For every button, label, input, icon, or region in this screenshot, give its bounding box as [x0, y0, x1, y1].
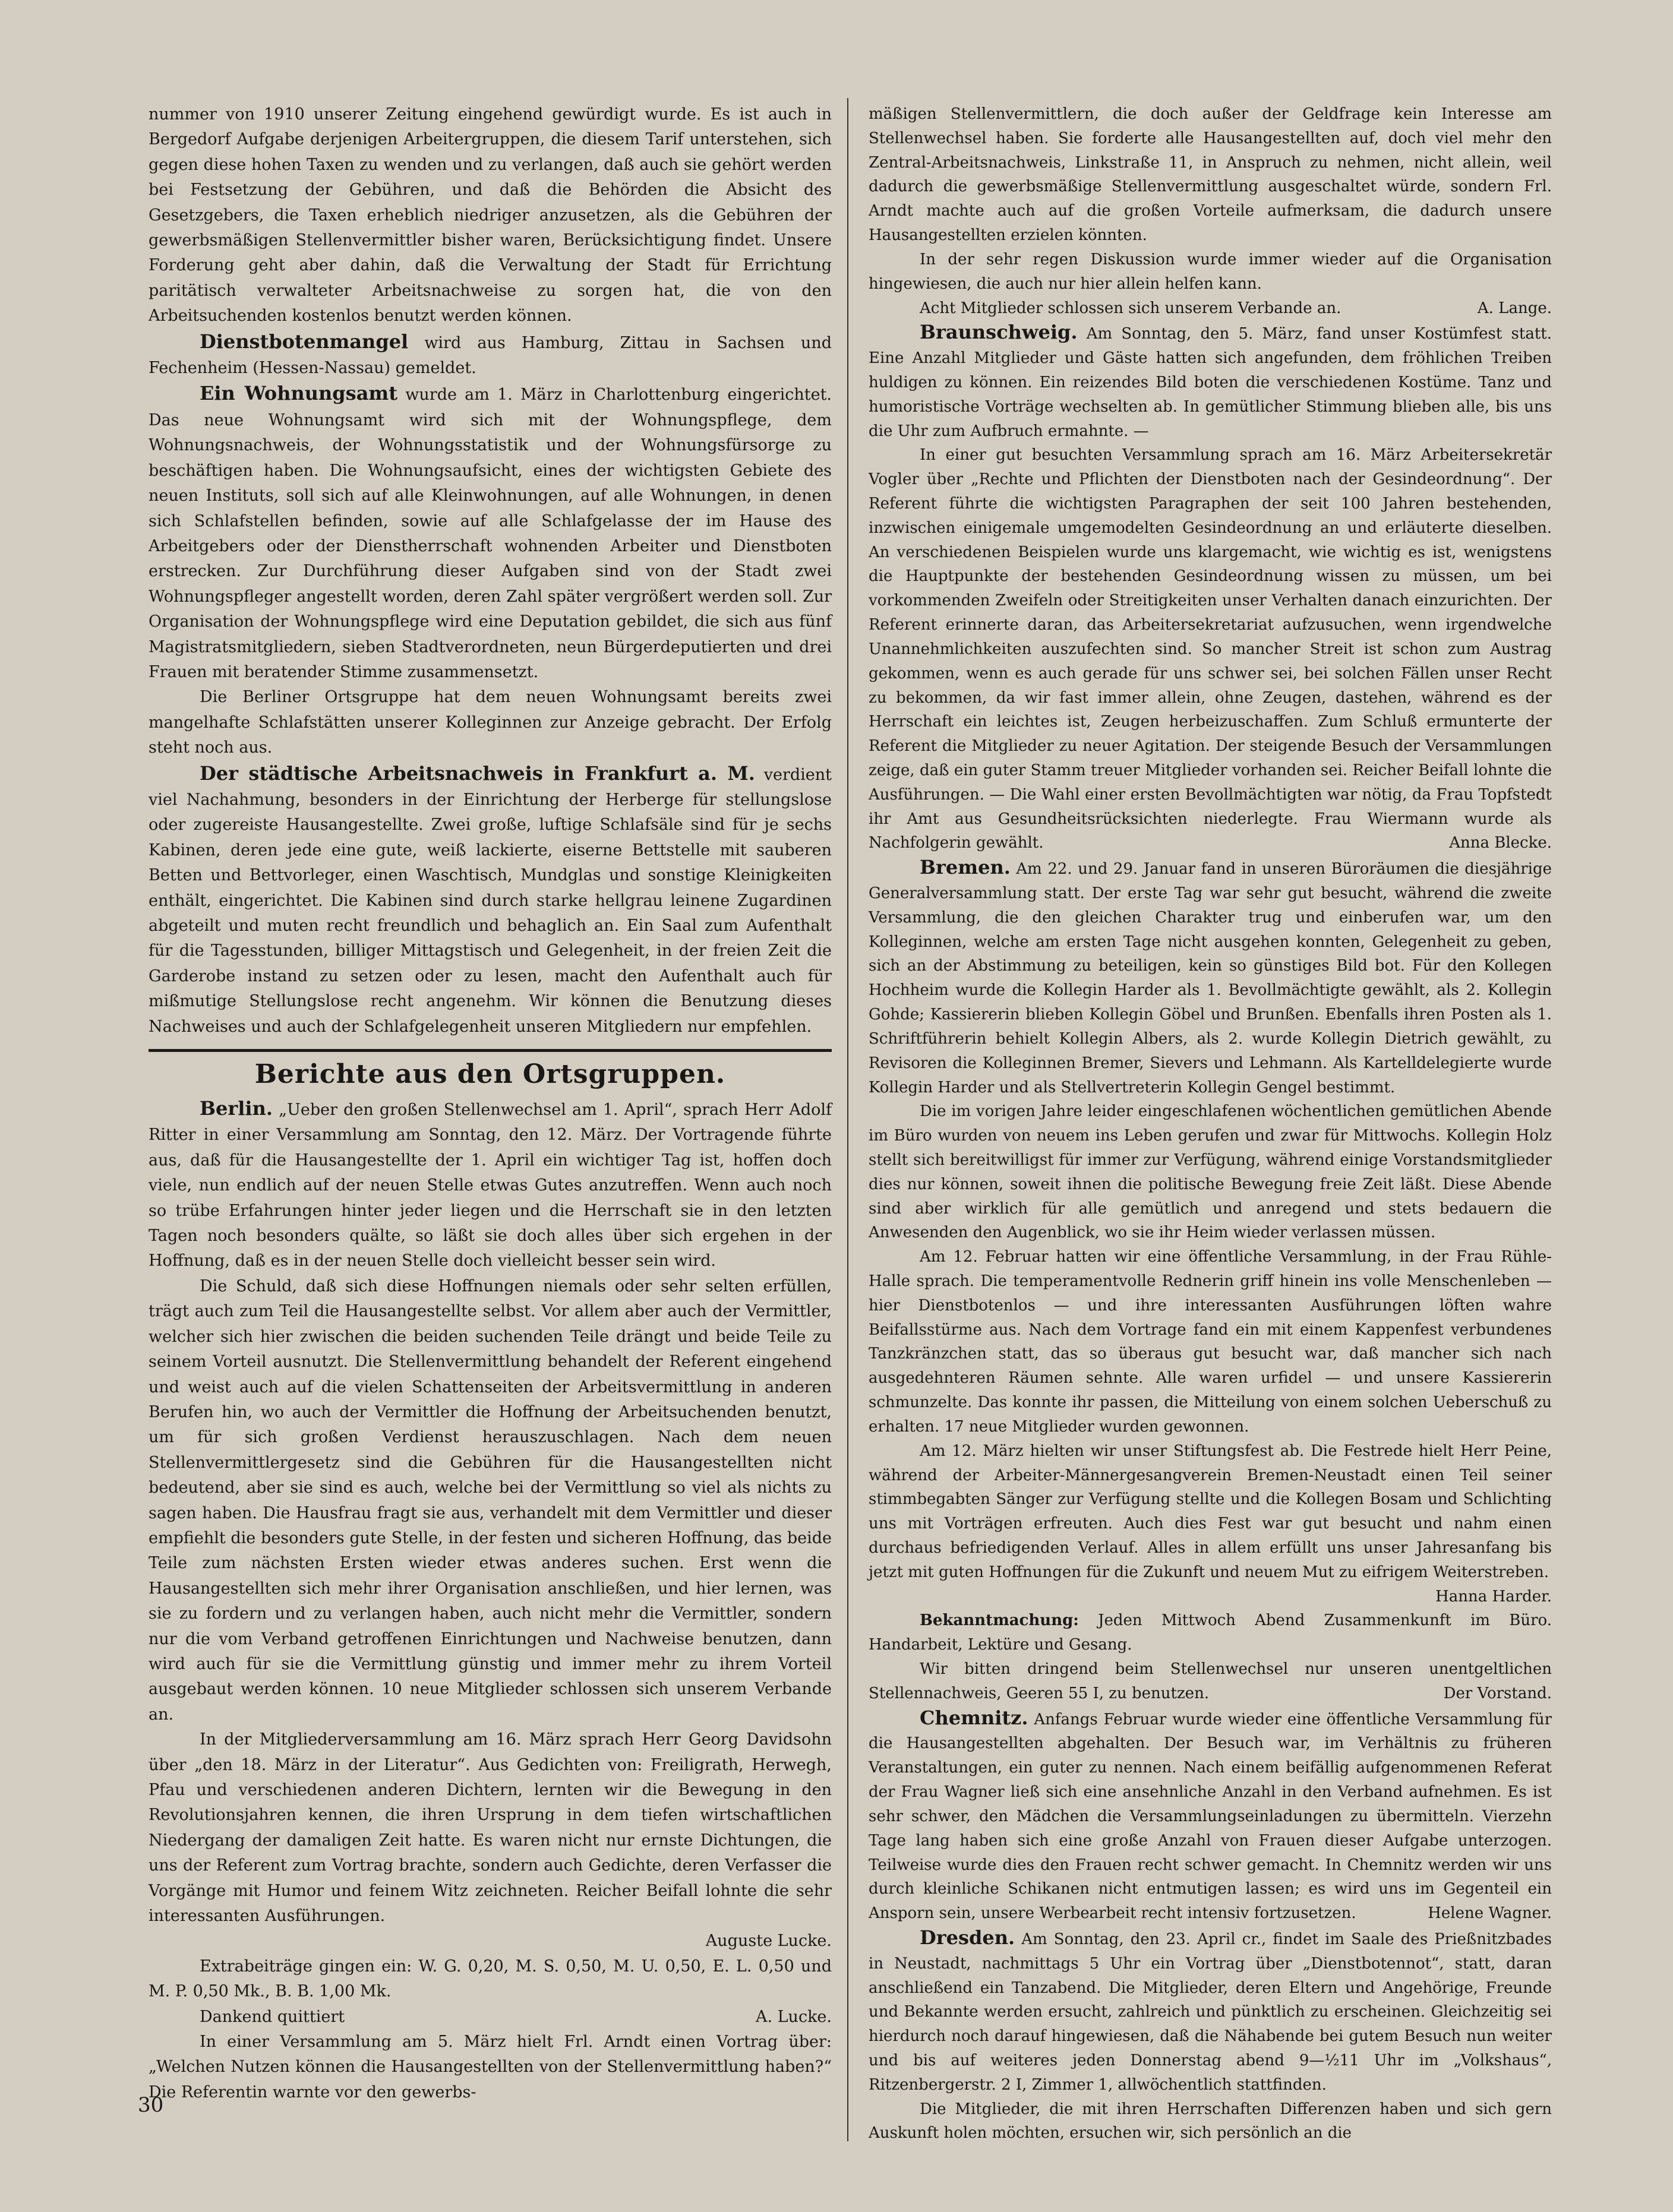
text-berlin-thanks: Dankend quittiert [200, 2007, 345, 2026]
text-right-3: Acht Mitglieder schlossen sich unserem Verbande an. [920, 299, 1341, 317]
paragraph-wohnungsamt [149, 381, 832, 685]
paragraph-braunschweig-2 [869, 443, 1552, 855]
text-dresden-1: Am Sonntag, den 23. April cr., findet im Saale des Prießnitzbades in Neustadt, nachmittags 5 Uhr ein Vortrag über „Dienstbotennot“, statt, daran anschließend ein Tanzabend. Die Mitglieder, deren Eltern und Angehörige, Freunde und Bekannte werden ersucht, zahlreich und pünktlich zu erscheinen. Gleichzeitig sei hierdurch noch darauf hingewiesen, daß die Nähabende bei gutem Besuch nun weiter und bis auf weiteres jeden Donnerstag abend 9—½11 Uhr im „Volkshaus“, Ritzenbergerstr. 2 I, Zimmer 1, allwöchentlich stattfinden. [869, 1930, 1552, 2094]
signature-harder: Hanna Harder. [1435, 1587, 1552, 1606]
signature-berlin-1: Auguste Lucke. [705, 1932, 832, 1951]
paragraph-berlin-thanks [149, 2005, 832, 2030]
paragraph-bremen-4: Am 12. März hielten wir unser Stiftungsfest ab. Die Festrede hielt Herr Peine, während der Arbeiter-Männergesangverein Bremen-Neustadt einen Teil seiner stimmbegabten Sänger zur Verfügung stellte und die Kollegen Bosam und Schlichting uns mit Vorträgen erfreuten. Auch dies Fest war gut besucht und nahm einen durchaus befriedigenden Verlauf. Alles in allem erfüllt uns unser Jahresanfang bis jetzt mit guten Hoffnungen für die Zukunft und neuem Mut zu eifrigem Weiterstreben. [869, 1442, 1552, 1581]
signature-vorstand: Der Vorstand. [1443, 1684, 1552, 1702]
right-column [869, 102, 1552, 2145]
text-chemnitz: Anfangs Februar wurde wieder eine öffentliche Versammlung für die Hausangestellten abgehalten. Der Besuch war, im Verhältnis zu früheren Veranstaltungen, ein guter zu nennen. Nach einem beifällig aufgenommenen Referat der Frau Wagner ließ sich eine ansehnliche Anzahl in den Verband aufnehmen. Es ist sehr schwer, den Mädchen die Versammlungseinladungen zu übermitteln. Vierzehn Tage lang haben sich eine große Anzahl von Frauen dieser Aufgabe unterzogen. Teilweise wurde dies den Frauen recht schwer gemacht. In Chemnitz werden wir uns durch kleinliche Schikanen nicht entmutigen lassen; es wird uns im Gegenteil ein Ansporn sein, unsere Werbearbeit recht intensiv fortzusetzen. [869, 1710, 1552, 1923]
text-dienstbotenmangel: wird aus Hamburg, Zittau in Sachsen und Fechenheim (Hessen-Nassau) gemeldet. [149, 333, 832, 378]
text-braunschweig-1: Am Sonntag, den 5. März, fand unser Kostümfest statt. Eine Anzahl Mitglieder und Gäste hatten sich angefunden, dem fröhlichen Treiben huldigen zu können. Ein reizendes Bild boten die verschiedenen Kostüme. Tanz und humoristische Vorträge wechselten ab. In gemütlicher Stimmung blieben alle, bis uns die Uhr zum Aufbruch ermahnte. — [869, 325, 1552, 440]
lead-dienstbotenmangel: Dienstbotenmangel [200, 330, 409, 353]
signature-wagner: Helene Wagner. [1428, 1904, 1552, 1923]
lead-wohnungsamt: Ein Wohnungsamt [200, 382, 398, 405]
lead-chemnitz: Chemnitz. [920, 1706, 1028, 1729]
paragraph-frankfurt [149, 761, 832, 1039]
paragraph-chemnitz [869, 1706, 1552, 1926]
paragraph-dresden-1 [869, 1926, 1552, 2097]
paragraph-braunschweig-1 [869, 320, 1552, 443]
paragraph-dienstbotenmangel [149, 329, 832, 381]
text-bremen-5: Wir bitten dringend beim Stellenwechsel nur unseren unentgeltlichen Stellennachweis, Geeren 55 I, zu benutzen. [869, 1660, 1552, 1702]
paragraph-bremen-1 [869, 855, 1552, 1099]
left-column [149, 102, 832, 2105]
lead-frankfurt: Der städtische Arbeitsnachweis in Frankfurt a. M. [200, 761, 755, 785]
paragraph-right-2: In der sehr regen Diskussion wurde immer wieder auf die Organisation hingewiesen, die auch nur hier allein helfen kann. [869, 250, 1552, 293]
section-title: Berichte aus den Ortsgruppen. [254, 1059, 726, 1090]
paragraph-berlin-4: Extrabeiträge gingen ein: W. G. 0,20, M. S. 0,50, M. U. 0,50, E. L. 0,50 und M. P. 0,50 Mk., B. B. 1,00 Mk. [149, 1957, 832, 2001]
paragraph-right-3 [869, 296, 1552, 321]
lead-bekanntmachung: Bekanntmachung: [920, 1611, 1079, 1630]
paragraph-bremen-5 [869, 1657, 1552, 1706]
page-number: 30 [138, 2093, 164, 2117]
text-berlin-1: „Ueber den großen Stellenwechsel am 1. April“, sprach Herr Adolf Ritter in einer Versammlung am Sonntag, den 12. März. Der Vortragende führte aus, daß für die Hausangestellte der 1. April ein wichtiger Tag ist, hoffen doch viele, nun endlich auf der neuen Stelle etwas Gutes anzutreffen. Wenn auch noch so trübe Erfahrungen hinter jeder liegen und die Herrschaft sie in den letzten Tagen noch besonders quälte, so läßt sie doch alles über sich ergehen in der Hoffnung, daß es in der neuen Stelle doch vielleicht besser sein wird. [149, 1101, 832, 1271]
paragraph-right-1: mäßigen Stellenvermittlern, die doch außer der Geldfrage kein Interesse am Stellenwechsel haben. Sie forderte alle Hausangestellten auf, doch viel mehr den Zentral-Arbeitsnachweis, Linkstraße 11, in Anspruch zu nehmen, nicht allein, weil dadurch die gewerbsmäßige Stellenvermittlung ausgeschaltet würde, sondern Frl. Arndt machte auch auf die großen Vorteile aufmerksam, die dadurch unsere Hausangestellten erzielen könnten. [869, 105, 1552, 245]
section-rule [149, 1049, 832, 1052]
lead-braunschweig: Braunschweig. [920, 321, 1078, 344]
text-frankfurt: verdient viel Nachahmung, besonders in der Einrichtung der Herberge für stellungslose oder zugereiste Hausangestellte. Zwei große, luftige Schlafsäle sind für je sechs Kabinen, deren jede eine gute, weiß lackierte, eiserne Bettstelle mit sauberen Betten und Bettvorleger, einen Waschtisch, Mundglas und sonstige Kleinigkeiten enthält, eingerichtet. Die Kabinen sind durch starke hellgrau leinene Zugardinen abgeteilt und muten recht freundlich und behaglich an. Ein Saal zum Aufenthalt für die Tagesstunden, billiger Mittagstisch und Gelegenheit, in der freien Zeit die Garderobe instand zu setzen oder zu lesen, macht den Aufenthalt auch für mißmutige Stellungslose recht angenehm. Wir können die Benutzung dieses Nachweises und auch der Schlafgelegenheit unseren Mitgliedern nur empfehlen. [149, 765, 832, 1036]
paragraph-berlin-3: In der Mitgliederversammlung am 16. März sprach Herr Georg Davidsohn über „den 18. März in der Literatur“. Aus Gedichten von: Freiligrath, Herwegh, Pfau und verschiedenen anderen Dichtern, lernten wir die Bewegung in den Revolutionsjahren kennen, die ihren Ursprung in dem tiefen wirtschaftlichen Niedergang der damaligen Zeit hatte. Es waren nicht nur ernste Dichtungen, die uns der Referent zum Vortrag brachte, sondern auch Gedichte, deren Verfasser die Vorgänge mit Humor und feinem Witz zeichneten. Reicher Beifall lohnte die sehr interessanten Ausführungen. [149, 1730, 832, 1926]
paragraph-bremen-2: Die im vorigen Jahre leider eingeschlafenen wöchentlichen gemütlichen Abende im Büro wurden von neuem ins Leben gerufen und zwar für Mittwochs. Kollegin Holz stellt sich bereitwilligst für immer zur Verfügung, während einige Vorstandsmitglieder dies nur können, soweit ihnen die politische Bewegung freie Zeit läßt. Diese Abende sind aber wirklich für alle gemütlich und anregend und stets bedauern die Anwesenden den Augenblick, wo sie ihr Heim wieder verlassen müssen. [869, 1102, 1552, 1242]
paragraph-dresden-2: Die Mitglieder, die mit ihren Herrschaften Differenzen haben und sich gern Auskunft holen möchten, ersuchen wir, sich persönlich an die [869, 2100, 1552, 2143]
text-bekanntmachung: Jeden Mittwoch Abend Zusammenkunft im Büro. Handarbeit, Lektüre und Gesang. [869, 1611, 1552, 1654]
paragraph-berliner-ortsgruppe: Die Berliner Ortsgruppe hat dem neuen Wohnungsamt bereits zwei mangelhafte Schlafstätten unserer Kolleginnen zur Anzeige gebracht. Der Erfolg steht noch aus. [149, 688, 832, 757]
text-bremen-1: Am 22. und 29. Januar fand in unseren Büroräumen die diesjährige Generalversammlung statt. Der erste Tag war sehr gut besucht, während die zweite Versammlung, die den gleichen Charakter trug und einberufen war, um den Kolleginnen, welche am ersten Tage nicht ausgehen konnten, Gelegenheit zu geben, sich an der Abstimmung zu beteiligen, kein so günstiges Bild bot. Für den Kollegen Hochheim wurde die Kollegin Harder als 1. Bevollmächtigte gewählt, als 2. Kollegin Gohde; Kassiererin blieben Kollegin Göbel und Brunßen. Ebenfalls ihren Posten als 1. Schriftführerin behielt Kollegin Albers, als 2. wurde Kollegin Dietrich gewählt, zu Revisoren die Kolleginnen Bremer, Sievers und Lehmann. Als Kartelldelegierte wurde Kollegin Harder und als Stellvertreterin Kollegin Gengel bestimmt. [869, 860, 1552, 1096]
paragraph-bremen-note [869, 1609, 1552, 1657]
paragraph-berlin-5: In einer Versammlung am 5. März hielt Frl. Arndt einen Vortrag über: „Welchen Nutzen können die Hausangestellten von der Stellenvermittlung haben?“ Die Referentin warnte vor den gewerbs- [149, 2033, 832, 2102]
paragraph-bremen-3: Am 12. Februar hatten wir eine öffentliche Versammlung, in der Frau Rühle-Halle sprach. Die temperamentvolle Rednerin griff hinein ins volle Menschenleben — hier Dienstbotenlos — und ihre interessanten Ausführungen löften wahre Beifallsstürme aus. Nach dem Vortrage fand ein mit einem Kappenfest verbundenes Tanzkränzchen statt, das so überaus gut besucht war, daß mancher sich nach ausgedehnteren Räumen sehnte. Alle waren urfidel — und unsere Kassiererin schmunzelte. Das konnte ihr passen, die Mitteilung von einem solchen Ueberschuß zu erhalten. 17 neue Mitglieder wurden gewonnen. [869, 1248, 1552, 1436]
lead-berlin: Berlin. [200, 1097, 273, 1120]
paragraph-tariff: nummer von 1910 unserer Zeitung eingehend gewürdigt wurde. Es ist auch in Bergedorf Aufgabe derjenigen Arbeitergruppen, die diesem Tarif unterstehen, sich gegen diese hohen Taxen zu wenden und zu verlangen, daß auch sie gehört werden bei Festsetzung der Gebühren, und daß die Behörden die Absicht des Gesetzgebers, die Taxen erheblich niedriger anzusetzen, als die Gebühren der gewerbsmäßigen Stellenvermittler bisher waren, Berücksichtigung findet. Unsere Forderung geht aber dahin, daß die Verwaltung der Stadt für Errichtung paritätisch verwalteter Arbeitsnachweise zu sorgen hat, die von den Arbeitsuchenden kostenlos benutzt werden können. [149, 105, 832, 326]
signature-lange: A. Lange. [1477, 299, 1552, 317]
paragraph-berlin-1 [149, 1096, 832, 1274]
column-separator [847, 98, 848, 2141]
lead-dresden: Dresden. [920, 1926, 1015, 1949]
text-wohnungsamt: wurde am 1. März in Charlottenburg eingerichtet. Das neue Wohnungsamt wird sich mit der Wohnungspflege, dem Wohnungsnachweis, der Wohnungsstatistik und der Wohnungsfürsorge zu beschäftigen haben. Die Wohnungsaufsicht, eines der wichtigsten Gebiete des neuen Instituts, soll sich auf alle Kleinwohnungen, auf alle Wohnungen, in denen sich Schlafstellen befinden, sowie auf alle Schlafgelasse der im Hause des Arbeitgebers oder der Dienstherrschaft wohnenden Arbeiter und Dienstboten erstrecken. Zur Durchführung dieser Aufgaben sind von der Stadt zwei Wohnungspfleger angestellt worden, deren Zahl später vergrößert werden soll. Zur Organisation der Wohnungspflege wird eine Deputation gebildet, die sich aus fünf Magistratsmitgliedern, sieben Stadtverordneten, neun Bürgerdeputierten und drei Frauen mit beratender Stimme zusammensetzt. [149, 385, 832, 681]
signature-berlin-2: A. Lucke. [755, 2007, 832, 2026]
paragraph-berlin-2: Die Schuld, daß sich diese Hoffnungen niemals oder sehr selten erfüllen, trägt auch zum Teil die Hausangestellte selbst. Vor allem aber auch der Vermittler, welcher sich hier zwischen die beiden suchenden Teile drängt und beide Teile zu seinem Vorteil ausnutzt. Die Stellenvermittlung behandelt der Referent eingehend und weist auch auf die vielen Schattenseiten der Arbeitsvermittlung in anderen Berufen hin, wo auch der Vermittler die Hoffnung der Arbeitsuchenden benutzt, um für sich großen Verdienst herauszuschlagen. Nach dem neuen Stellenvermittlergesetz sind die Gebühren für die Hausangestellten nicht bedeutend, aber sie sind es auch, welche bei der Vermittlung so viel als nichts zu sagen haben. Die Hausfrau fragt sie aus, verhandelt mit dem Vermittler und dieser empfiehlt die besonders gute Stelle, in der festen und sicheren Hoffnung, das beide Teile zum nächsten Ersten wieder etwas anderes suchen. Erst wenn die Hausangestellten sich mehr ihrer Organisation anschließen, und hier lernen, was sie zu fordern und zu verlangen haben, auch nicht mehr die Vermittler, sondern nur die vom Verband getroffenen Einrichtungen und Nachweise benutzen, dann wird auch für sie die Vermittlung günstig und immer mehr zu ihrem Vorteil ausgebaut werden können. 10 neue Mitglieder schlossen sich unserem Verbande an. [149, 1276, 832, 1724]
text-braunschweig-2: In einer gut besuchten Versammlung sprach am 16. März Arbeitersekretär Vogler über „Rechte und Pflichten der Dienstboten nach der Gesindeordnung“. Der Referent führte die wichtigsten Paragraphen der seit 100 Jahren bestehenden, inzwischen einigemale umgemodelten Gesindeordnung an und erläuterte dieselben. An verschiedenen Beispielen wurde uns klargemacht, wie wichtig es ist, wenigstens die Hauptpunkte der bestehenden Gesindeordnung wissen zu müssen, um bei vorkommenden Zweifeln oder Streitigkeiten unser Verhalten danach einzurichten. Der Referent erinnerte daran, das Arbeitersekretariat aufzusuchen, wenn irgendwelche Unannehmlichkeiten auszufechten sind. So mancher Streit ist schon zum Austrag gekommen, wenn es auch gerade für uns schwer sei, bei solchen Fällen unser Recht zu bekommen, da wir fast immer allein, ohne Zeugen, dastehen, während es der Herrschaft ein leichtes ist, Zeugen herbeizuschaffen. Zum Schluß ermunterte der Referent die Mitglieder zu neuer Agitation. Der steigende Besuch der Versammlungen zeige, daß ein guter Stamm treuer Mitglieder vorhanden sei. Reicher Beifall lohnte die Ausführungen. — Die Wahl einer ersten Bevollmächtigten war nötig, da Frau Topfstedt ihr Amt aus Gesundheitsrücksichten niederlegte. Frau Wiermann wurde als Nachfolgerin gewählt. [869, 446, 1552, 852]
signature-blecke: Anna Blecke. [1449, 834, 1552, 852]
lead-bremen: Bremen. [920, 856, 1011, 879]
